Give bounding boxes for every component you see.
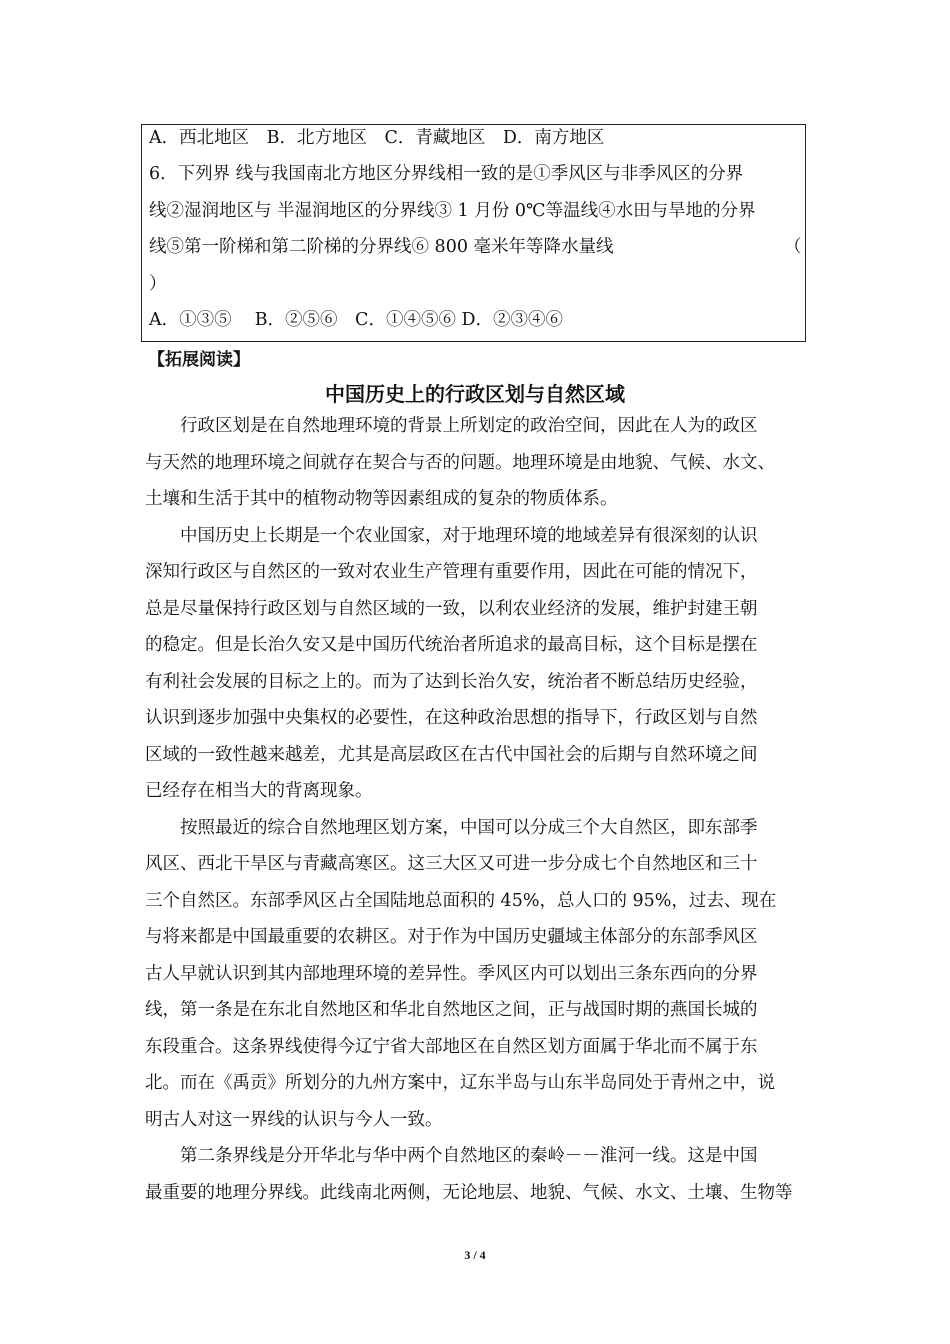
article-line: 总是尽量保持行政区划与自然区域的一致，以利农业经济的发展，维护封建王朝: [145, 599, 758, 619]
article-line: 古人早就认识到其内部地理环境的差异性。季风区内可以划出三条东西向的分界: [145, 964, 758, 984]
article-line: 明古人对这一界线的认识与今人一致。: [145, 1110, 443, 1130]
article-line: 的稳定。但是长治久安又是中国历代统治者所追求的最高目标，这个目标是摆在: [145, 635, 758, 655]
article-line: 三个自然区。东部季风区占全国陆地总面积的 45%，总人口的 95%，过去、现在: [145, 891, 777, 911]
q6-line-2: 线②湿润地区与 半湿润地区的分界线③ 1 月份 0℃等温线④水田与旱地的分界: [149, 201, 756, 221]
article-line: 北。而在《禹贡》所划分的九州方案中，辽东半岛与山东半岛同处于青州之中，说: [145, 1073, 775, 1093]
q6-paren-open: （: [784, 237, 802, 257]
article-line: 行政区划是在自然地理环境的背景上所划定的政治空间，因此在人为的政区: [145, 416, 758, 436]
page-number: 3 / 4: [464, 1248, 486, 1262]
article-line: 最重要的地理分界线。此线南北两侧，无论地层、地貌、气候、水文、土壤、生物等: [145, 1183, 793, 1203]
q6-paren-close: ）: [149, 274, 167, 294]
section-heading: 【拓展阅读】: [148, 350, 250, 370]
article-line: 已经存在相当大的背离现象。: [145, 781, 373, 801]
article-line: 认识到逐步加强中央集权的必要性，在这种政治思想的指导下，行政区划与自然: [145, 708, 758, 728]
article-line: 土壤和生活于其中的植物动物等因素组成的复杂的物质体系。: [145, 489, 618, 509]
article-line: 线，第一条是在东北自然地区和华北自然地区之间，正与战国时期的燕国长城的: [145, 1000, 758, 1020]
article-line: 与将来都是中国最重要的农耕区。对于作为中国历史疆域主体部分的东部季风区: [145, 927, 758, 947]
q6-line-1: 6．下列界 线与我国南北方地区分界线相一致的是①季风区与非季风区的分界: [149, 164, 744, 184]
q6-line-3: 线⑤第一阶梯和第二阶梯的分界线⑥ 800 毫米年等降水量线: [149, 237, 614, 257]
article-line: 按照最近的综合自然地理区划方案，中国可以分成三个大自然区，即东部季: [145, 818, 758, 838]
article-line: 东段重合。这条界线使得今辽宁省大部地区在自然区划方面属于华北而不属于东: [145, 1037, 758, 1057]
article-line: 第二条界线是分开华北与华中两个自然地区的秦岭－－淮河一线。这是中国: [145, 1146, 758, 1166]
article-line: 风区、西北干旱区与青藏高寒区。这三大区又可进一步分成七个自然地区和三十: [145, 854, 758, 874]
article-line: 中国历史上长期是一个农业国家，对于地理环境的地域差异有很深刻的认识: [145, 526, 758, 546]
q5-options: A．西北地区 B．北方地区 C．青藏地区 D．南方地区: [149, 128, 605, 148]
article-line: 与天然的地理环境之间就存在契合与否的问题。地理环境是由地貌、气候、水文、: [145, 453, 775, 473]
q6-options: A．①③⑤ B．②⑤⑥ C．①④⑤⑥ D．②③④⑥: [149, 310, 564, 330]
article-line: 区域的一致性越来越差，尤其是高层政区在古代中国社会的后期与自然环境之间: [145, 745, 758, 765]
article-line: 深知行政区与自然区的一致对农业生产管理有重要作用，因此在可能的情况下，: [145, 562, 758, 582]
article-title: 中国历史上的行政区划与自然区域: [325, 382, 625, 406]
article-line: 有利社会发展的目标之上的。而为了达到长治久安，统治者不断总结历史经验，: [145, 672, 758, 692]
